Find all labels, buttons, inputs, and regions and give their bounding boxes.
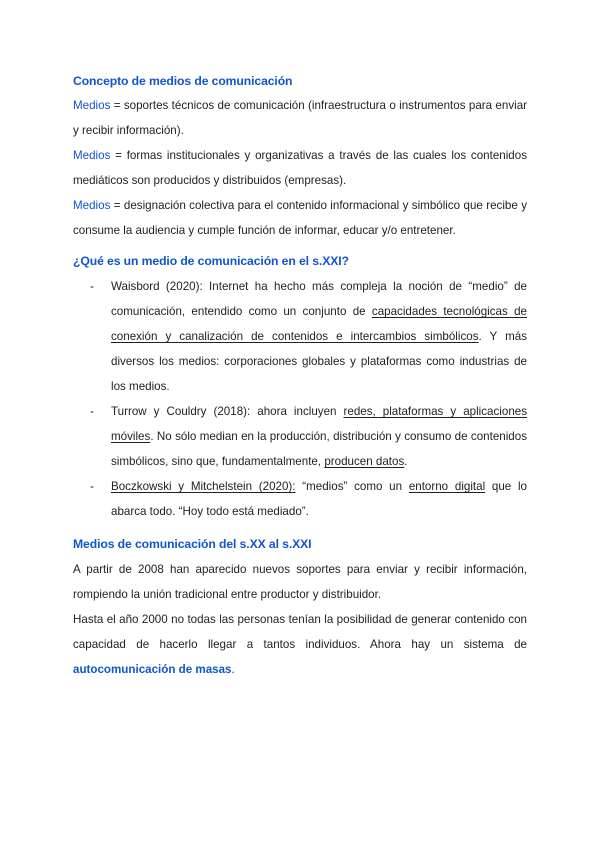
underlined-phrase: redes, plataformas y aplicaciones móviles <box>111 405 528 443</box>
paragraph-text: Hasta el año 2000 no todas las personas tenían la posibilidad de generar contenido con capacidad de hacerlo llegar a tantos individuos. Ahora hay un sistema de <box>73 613 527 651</box>
list-item-waisbord <box>73 274 527 399</box>
paragraph-text: . <box>231 663 235 676</box>
term-medios: Medios <box>73 149 111 162</box>
underlined-phrase: producen datos <box>324 455 405 468</box>
item-text: Turrow y Couldry (2018): ahora incluyen <box>111 405 344 418</box>
definition-3 <box>73 193 527 243</box>
list-item-boczkowski <box>73 474 527 524</box>
definition-text: = soportes técnicos de comunicación (infraestructura o instrumentos para enviar y recibir información). <box>73 99 527 137</box>
term-medios: Medios <box>73 199 111 212</box>
highlight-autocomunicacion: autocomunicación de masas <box>73 663 232 676</box>
bullet-list <box>73 274 527 524</box>
bullet-dash: - <box>90 405 94 418</box>
item-text: que lo abarca todo. “Hoy todo está mediado”. <box>111 480 528 518</box>
list-item-turrow <box>73 399 527 474</box>
bullet-dash: - <box>90 280 94 293</box>
definition-text: = designación colectiva para el contenido informacional y simbólico que recibe y consume la audiencia y cumple función de informar, educar y/o entretener. <box>73 199 527 237</box>
heading-que-es-medio: ¿Qué es un medio de comunicación en el s.XXI? <box>73 254 349 268</box>
item-text: Waisbord (2020): Internet ha hecho más compleja la noción de “medio” de comunicación, entendido como un conjunto de <box>111 280 527 318</box>
item-text: “medios” como un <box>295 480 409 493</box>
item-text: . Y más diversos los medios: corporaciones globales y plataformas como industrias de los medios. <box>111 330 527 393</box>
underlined-phrase: Boczkowski y Mitchelstein (2020): <box>111 480 296 493</box>
definition-text: = formas institucionales y organizativas a través de las cuales los contenidos mediáticos son producidos y distribuidos (empresas). <box>73 149 527 187</box>
heading-concepto: Concepto de medios de comunicación <box>73 74 293 88</box>
item-text: . No sólo median en la producción, distribución y consumo de contenidos simbólicos, sino que, fundamentalmente, <box>111 430 527 468</box>
definition-2 <box>73 143 527 193</box>
item-text: . <box>404 455 408 468</box>
underlined-phrase: entorno digital <box>408 480 486 493</box>
heading-medios-sxx-sxxi: Medios de comunicación del s.XX al s.XXI <box>73 537 312 551</box>
paragraph-2000 <box>73 607 527 682</box>
definition-1 <box>73 93 527 143</box>
paragraph-2008: A partir de 2008 han aparecido nuevos soportes para enviar y recibir información, rompiendo la unión tradicional entre productor y distribuidor. <box>73 563 527 601</box>
underlined-phrase: capacidades tecnológicas de conexión y canalización de contenidos e intercambios simbólicos <box>111 305 528 343</box>
term-medios: Medios <box>73 99 111 112</box>
bullet-dash: - <box>90 480 94 493</box>
